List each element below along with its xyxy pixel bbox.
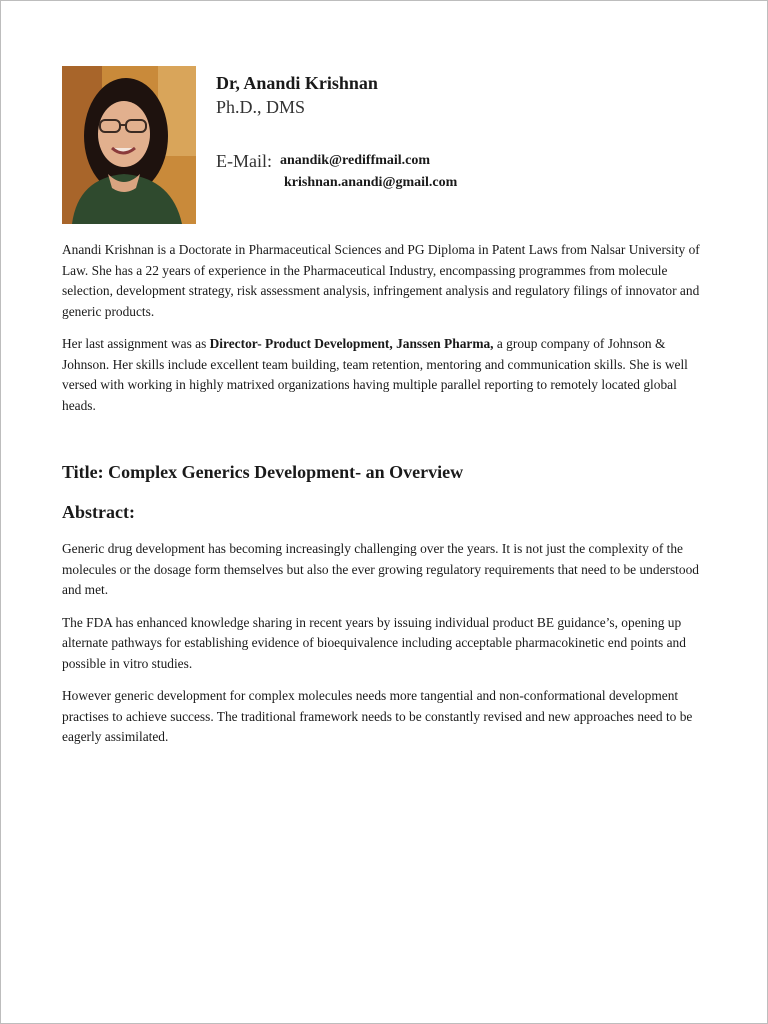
profile-degree: Ph.D., DMS bbox=[216, 97, 306, 117]
bio-p2-prefix: Her last assignment was as bbox=[62, 336, 210, 351]
email-block bbox=[216, 150, 457, 194]
abstract-body bbox=[62, 539, 712, 760]
profile-photo bbox=[62, 66, 196, 224]
bio-paragraph-1: Anandi Krishnan is a Doctorate in Pharmaceutical Sciences and PG Diploma in Patent Laws from Nalsar University of Law. She has a 22 years of experience in the Pharmaceutical Industry, encompassing programmes from molecule selection, development strategy, risk assessment analysis, infringement analysis and regulatory filings of innovator and generic products. bbox=[62, 242, 700, 319]
abstract-paragraph-2: The FDA has enhanced knowledge sharing in recent years by issuing individual product BE guidance’s, opening up alternate pathways for establishing evidence of bioequivalence including acceptable pharmacokinetic end points and possible in vitro studies. bbox=[62, 614, 686, 671]
abstract-paragraph-1: Generic drug development has becoming increasingly challenging over the years. It is not just the complexity of the molecules or the dosage form themselves but also the ever growing regulatory requirements that need to be understood and met. bbox=[62, 541, 699, 597]
abstract-heading: Abstract: bbox=[62, 502, 135, 522]
bio-section bbox=[62, 240, 712, 428]
bio-paragraph-2 bbox=[62, 334, 712, 416]
email-label: E-Mail: bbox=[216, 151, 272, 171]
email-list bbox=[280, 150, 457, 194]
email-primary[interactable]: anandik@rediffmail.com bbox=[280, 153, 431, 168]
abstract-paragraph-3: However generic development for complex molecules needs more tangential and non-conformational development practises to achieve success. The traditional framework needs to be constantly revised and new approaches need to be eagerly assimilated. bbox=[62, 688, 693, 744]
profile-header bbox=[216, 72, 378, 119]
bio-p2-suffix: a group company of Johnson & Johnson. Her skills include excellent team building, team retention, mentoring and communication skills. She is well versed with working in highly matrixed organizations having multiple parallel reporting to remotely located global heads. bbox=[62, 336, 688, 413]
talk-title: Title: Complex Generics Development- an Overview bbox=[62, 462, 464, 482]
bio-p2-role: Director- Product Development, Janssen Pharma, bbox=[209, 336, 494, 351]
email-secondary[interactable]: krishnan.anandi@gmail.com bbox=[284, 175, 458, 190]
profile-name: Dr, Anandi Krishnan bbox=[216, 73, 378, 93]
